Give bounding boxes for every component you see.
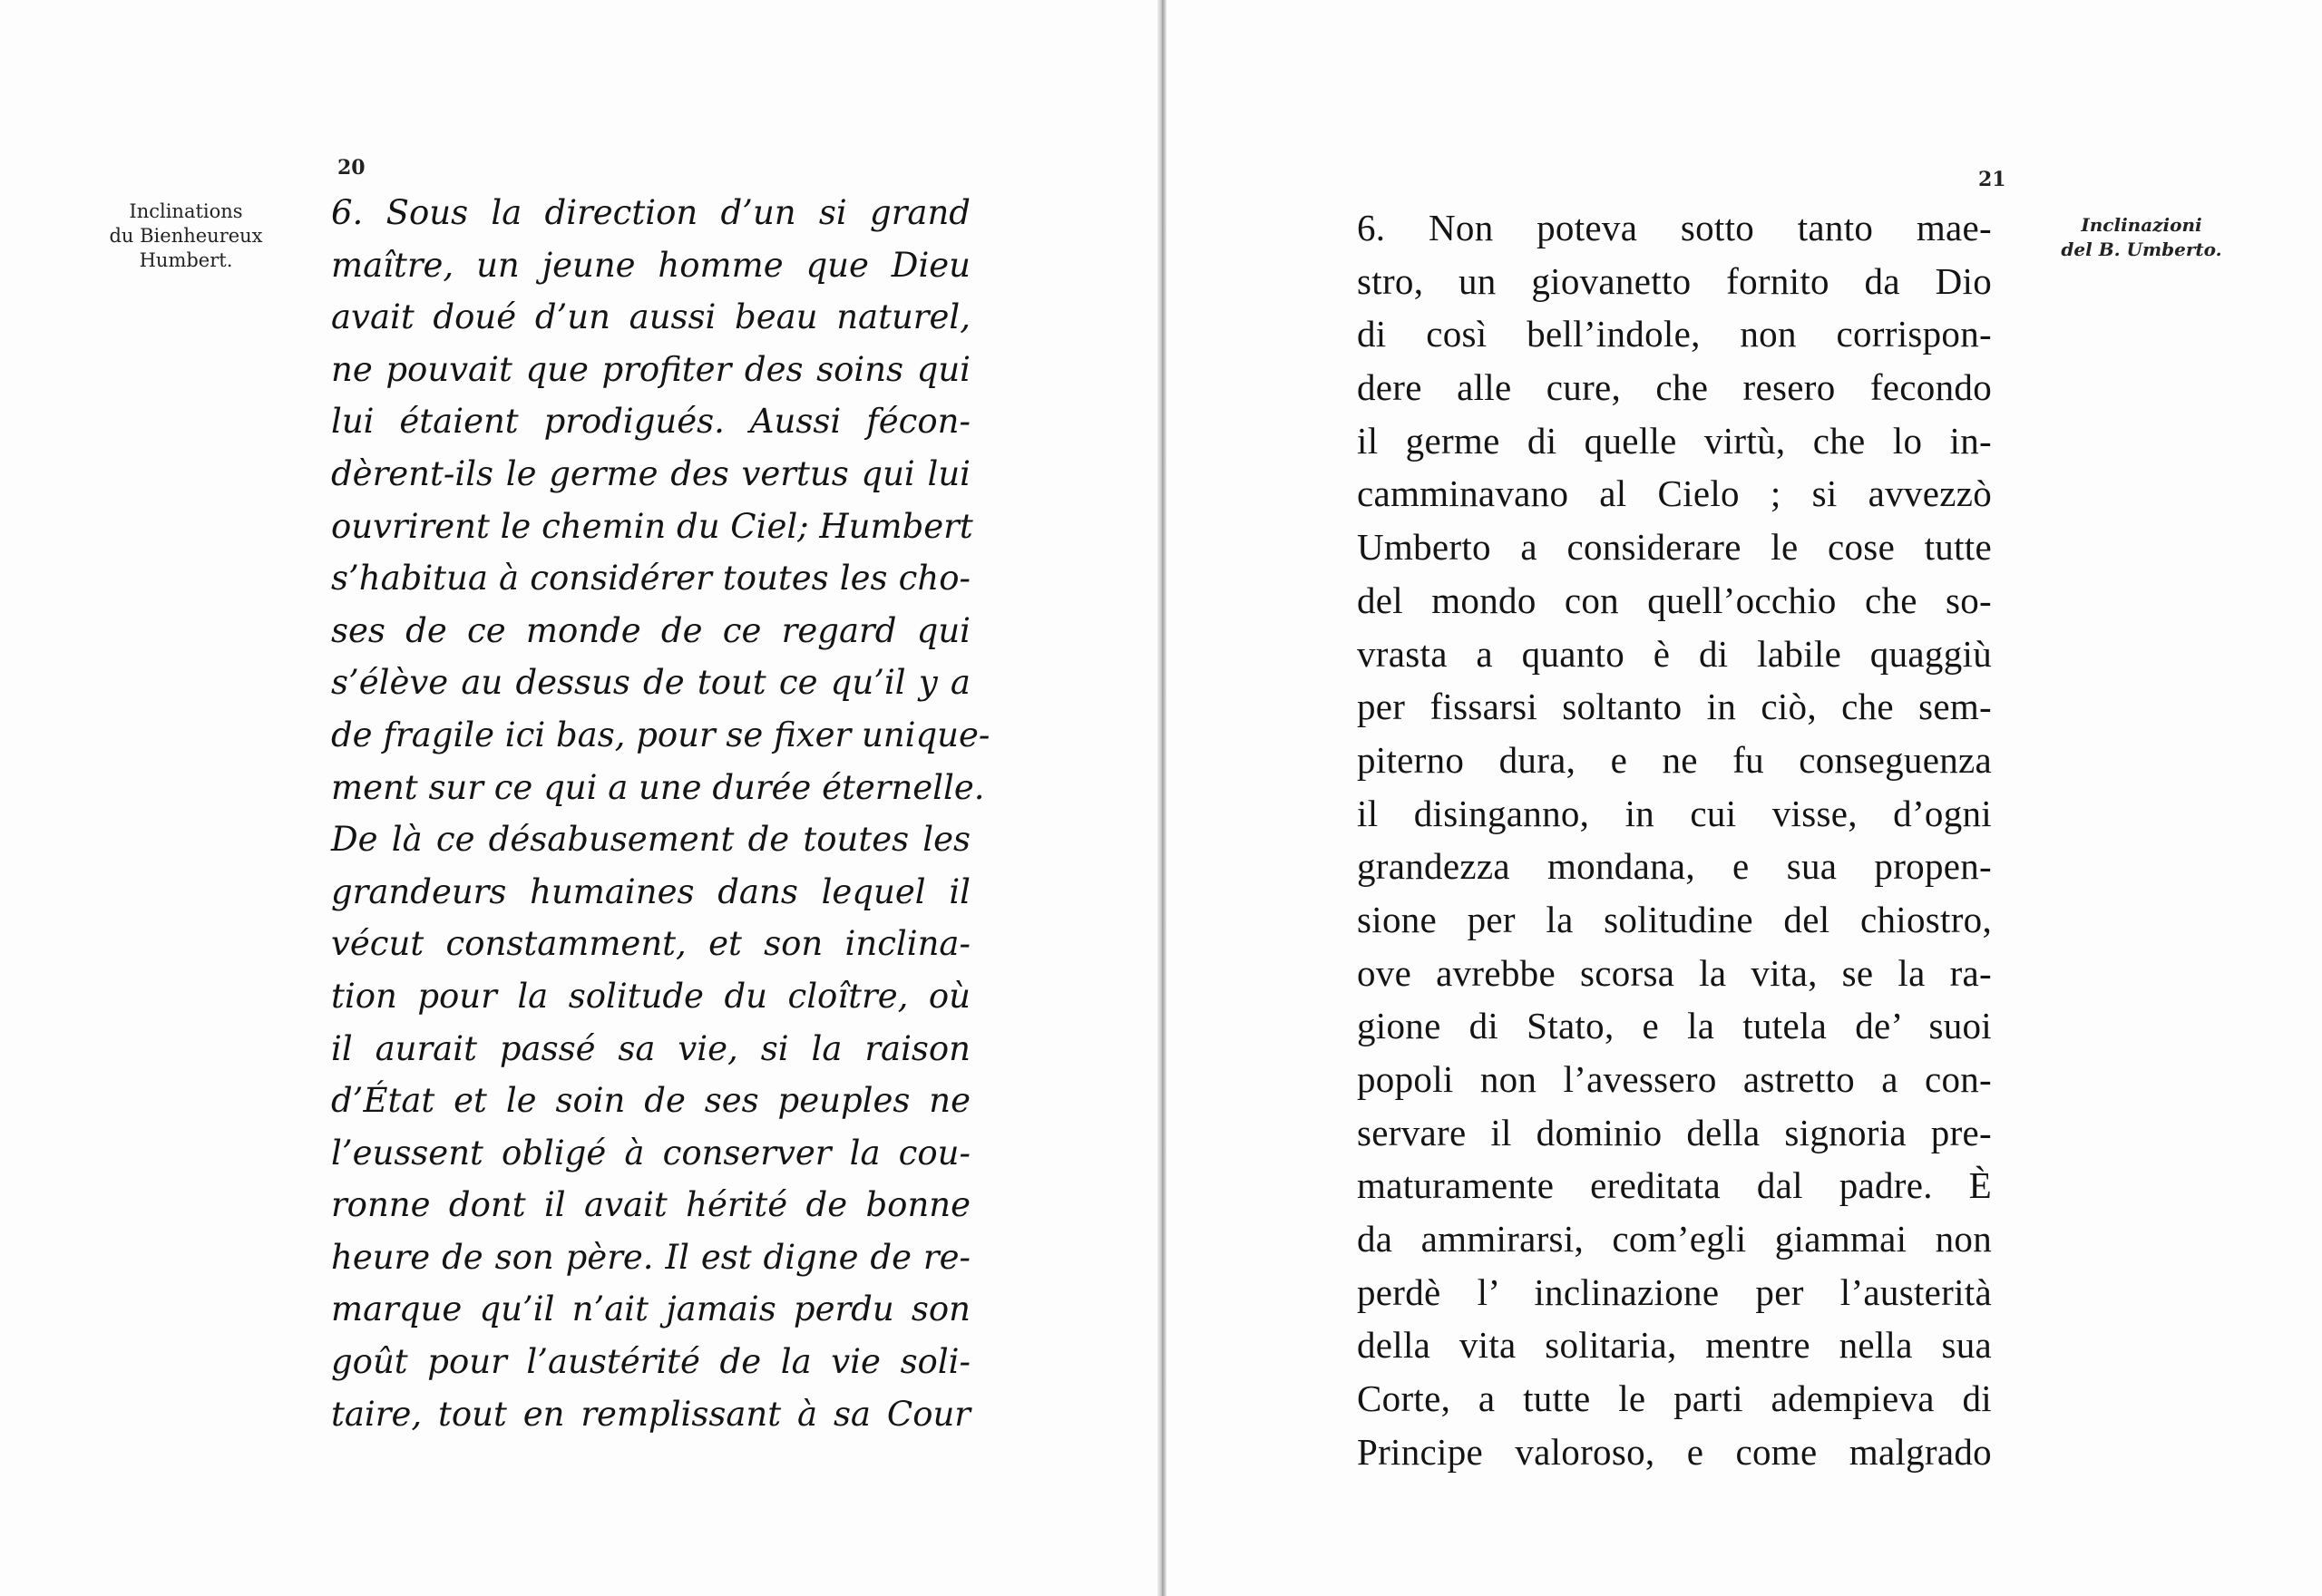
text-line: de fragile ici bas, pour se fixer unique- <box>331 715 990 754</box>
text-line: servare il dominio della signoria pre- <box>1357 1111 1992 1153</box>
text-line: camminavano al Cielo ; si avvezzò <box>1357 472 1992 515</box>
text-line: il aurait passé sa vie, si la raison <box>331 1028 971 1068</box>
text-line: popoli non l’avessero astretto a con- <box>1357 1058 1992 1100</box>
text-line: maturamente ereditata dal padre. È <box>1357 1164 1992 1207</box>
text-line: marque qu’il n’ait jamais perdu son <box>331 1289 971 1329</box>
text-line: per fissarsi soltanto in ciò, che sem- <box>1357 686 1992 728</box>
text-line: dere alle cure, che resero fecondo <box>1357 366 1992 409</box>
text-line: Corte, a tutte le parti adempieva di <box>1357 1377 1992 1420</box>
text-line: ronne dont il avait hérité de bonne <box>331 1185 971 1225</box>
page-number-left: 20 <box>337 156 366 180</box>
text-line: ouvrirent le chemin du Ciel; Humbert <box>331 506 973 546</box>
margin-note-line: Inclinazioni <box>2081 214 2202 236</box>
text-line: lui étaient prodigués. Aussi fécon- <box>331 402 971 442</box>
text-line: di così bell’indole, non corrispon- <box>1357 313 1992 355</box>
text-line: della vita solitaria, mentre nella sua <box>1357 1324 1992 1367</box>
text-line: tion pour la solitude du cloître, où <box>331 976 971 1016</box>
margin-note-line: du Bienheureux <box>109 225 263 247</box>
margin-note-left <box>82 200 290 273</box>
text-line: grandeurs humaines dans lequel il <box>331 871 971 911</box>
body-text-right <box>1357 201 1992 1479</box>
text-line: ne pouvait que profiter des soins qui <box>331 349 971 389</box>
text-line: grandezza mondana, e sua propen- <box>1357 845 1992 888</box>
margin-note-right <box>2037 213 2246 262</box>
text-line: vrasta a quanto è di labile quaggiù <box>1357 632 1992 675</box>
text-line: ove avrebbe scorsa la vita, se la ra- <box>1357 951 1992 994</box>
text-line: d’État et le soin de ses peuples ne <box>331 1081 971 1121</box>
text-line: goût pour l’austérité de la vie soli- <box>331 1342 971 1382</box>
text-line: sione per la solitudine del chiostro, <box>1357 898 1992 940</box>
left-page <box>0 0 1157 1596</box>
text-line: Principe valoroso, e come malgrado <box>1357 1430 1992 1473</box>
text-line: piterno dura, e ne fu conseguenza <box>1357 738 1992 781</box>
margin-note-line: Humbert. <box>139 249 233 271</box>
text-line: stro, un giovanetto fornito da Dio <box>1357 259 1992 302</box>
margin-note-line: Inclinations <box>129 200 243 222</box>
text-line: il disinganno, in cui visse, d’ogni <box>1357 792 1992 834</box>
text-line: l’eussent obligé à conserver la cou- <box>331 1133 971 1173</box>
text-line: ment sur ce qui a une durée éternelle. <box>331 767 985 807</box>
page-number-right: 21 <box>1978 168 2006 191</box>
book-gutter <box>1157 0 1166 1596</box>
text-line: perdè l’ inclinazione per l’austerità <box>1357 1270 1992 1313</box>
text-line: 6. Sous la direction d’un si grand <box>331 193 971 232</box>
text-line: gione di Stato, e la tutela de’ suoi <box>1357 1005 1992 1047</box>
text-line: 6. Non poteva sotto tanto mae- <box>1357 207 1992 248</box>
text-line: s’habitua à considérer toutes les cho- <box>331 559 971 598</box>
text-line: dèrent-ils le germe des vertus qui lui <box>331 453 971 493</box>
text-line: del mondo con quell’occhio che so- <box>1357 579 1992 621</box>
text-line: Umberto a considerare le cose tutte <box>1357 526 1992 569</box>
text-line: maître, un jeune homme que Dieu <box>331 245 971 285</box>
text-line: taire, tout en remplissant à sa Cour <box>331 1394 971 1434</box>
text-line: avait doué d’un aussi beau naturel, <box>331 297 971 337</box>
text-line: il germe di quelle virtù, che lo in- <box>1357 419 1992 462</box>
body-text-left <box>331 187 990 1440</box>
margin-note-line: del B. Umberto. <box>2061 238 2222 260</box>
text-line: da ammirarsi, com’egli giammai non <box>1357 1218 1992 1260</box>
text-line: s’élève au dessus de tout ce qu’il y a <box>331 663 971 703</box>
text-line: ses de ce monde de ce regard qui <box>331 610 971 650</box>
text-line: De là ce désabusement de toutes les <box>331 820 971 860</box>
right-page <box>1166 0 2322 1596</box>
text-line: vécut constamment, et son inclina- <box>331 924 971 964</box>
text-line: heure de son père. Il est digne de re- <box>331 1237 971 1277</box>
